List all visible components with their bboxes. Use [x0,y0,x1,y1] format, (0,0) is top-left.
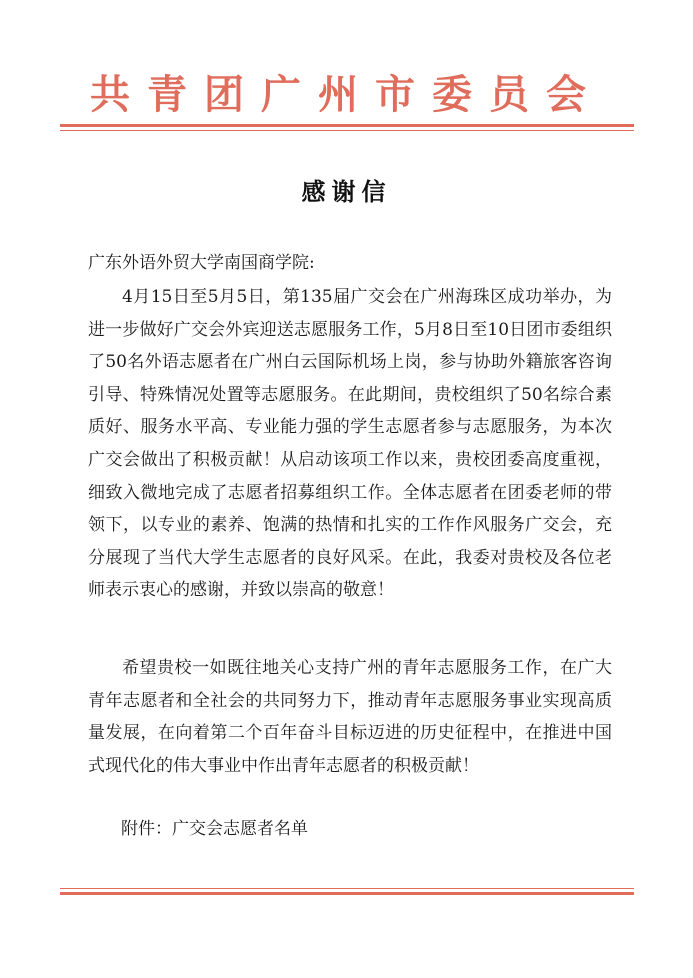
letterhead-org-name: 共青团广州市委员会 [90,71,603,118]
body-paragraph-2: 希望贵校一如既往地关心支持广州的青年志愿服务工作，在广大青年志愿者和全社会的共同努力下，推动青年志愿服务事业实现高质量发展，在向着第二个百年奋斗目标迈进的历史征程中，在推进中国式现代化的伟大事业中作出青年志愿者的积极贡献！ [88,658,612,776]
letter-title: 感谢信 [301,177,392,206]
attachment-note: 附件：广交会志愿者名单 [121,819,308,839]
letterhead-rule-thin [60,130,634,131]
footer-rule-thin [60,888,634,889]
footer-rule-thick [60,892,634,895]
body-paragraph-1: 4月15日至5月5日，第135届广交会在广州海珠区成功举办，为进一步做好广交会外宾迎送志愿服务工作，5月8日至10日团市委组织了50名外语志愿者在广州白云国际机场上岗，参与协助外籍旅客咨询引导、特殊情况处置等志愿服务。在此期间，贵校组织了50名综合素质好、服务水平高、专业能力强的学生志愿者参与志愿服务，为本次广交会做出了积极贡献！从启动该项工作以来，贵校团委高度重视，细致入微地完成了志愿者招募组织工作。全体志愿者在团委老师的带领下，以专业的素养、饱满的热情和扎实的工作作风服务广交会，充分展现了当代大学生志愿者的良好风采。在此，我委对贵校及各位老师表示衷心的感谢，并致以崇高的敬意！ [88,287,612,601]
salutation: 广东外语外贸大学南国商学院: [88,253,315,273]
letterhead-rule-thick [60,124,634,127]
